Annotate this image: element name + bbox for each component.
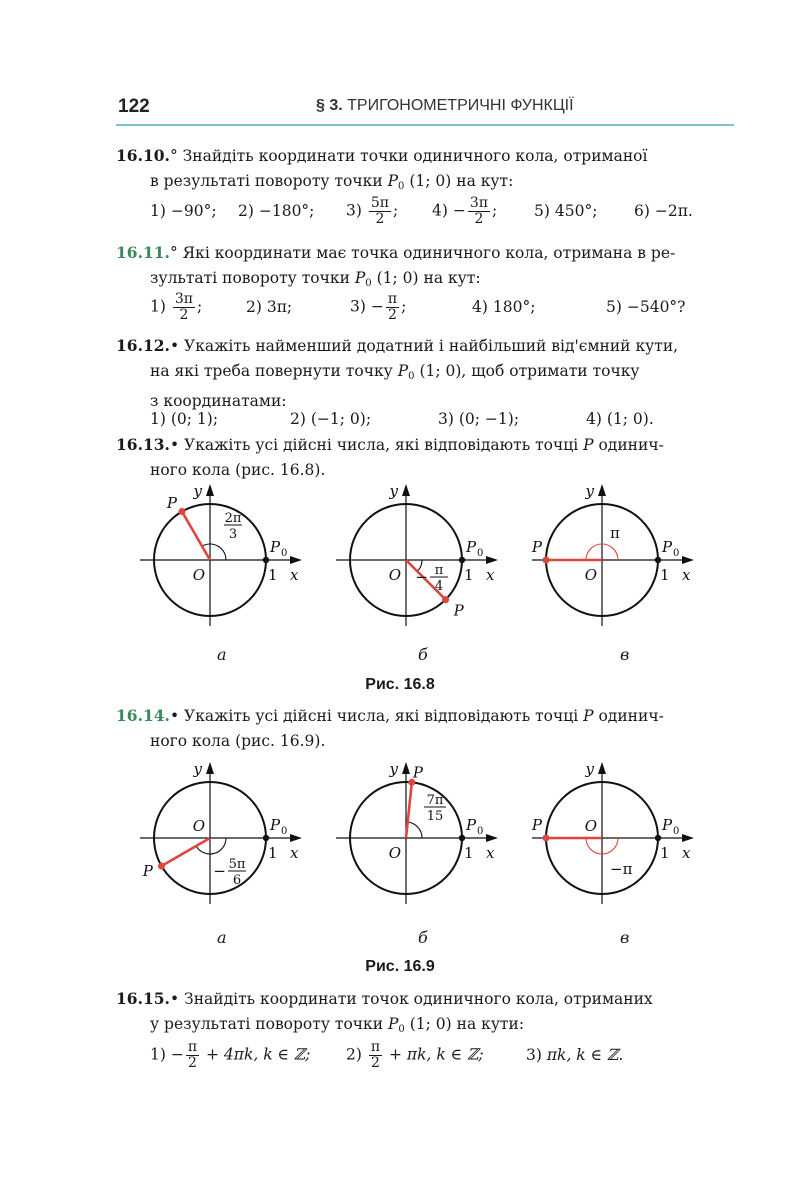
option bbox=[350, 292, 406, 323]
axis-y-label: y bbox=[585, 760, 594, 778]
options-16-10 bbox=[150, 196, 750, 236]
problem-text: (1; 0), щоб отримати точку bbox=[419, 362, 640, 380]
point-p bbox=[442, 596, 449, 603]
problem-line: ного кола (рис. 16.9). bbox=[150, 732, 326, 750]
p0-subscript: 0 bbox=[673, 548, 680, 559]
radius-op bbox=[182, 512, 210, 560]
p0-subscript: 0 bbox=[477, 826, 484, 837]
problem-text: Знайдіть координати точок одиничного кола, отриманих bbox=[184, 990, 653, 1008]
axis-y-label: y bbox=[585, 482, 594, 500]
axis-x-label: x bbox=[290, 844, 299, 862]
option-value: 180°; bbox=[492, 298, 536, 316]
option-value: −2π. bbox=[654, 202, 693, 220]
p-label: P bbox=[166, 493, 177, 512]
option-label: 2) bbox=[238, 202, 254, 220]
option-suffix: ; bbox=[392, 201, 399, 220]
p0-label: P bbox=[270, 538, 281, 556]
unit-label: 1 bbox=[268, 844, 278, 862]
point-subscript: 0 bbox=[365, 278, 372, 289]
difficulty-marker: • bbox=[169, 337, 180, 355]
option bbox=[438, 408, 519, 430]
problem-text: Укажіть усі дійсні числа, які відповідають точці bbox=[184, 436, 579, 454]
option-label: 5) bbox=[534, 202, 550, 220]
x-axis-arrow-icon bbox=[290, 556, 302, 564]
point-p bbox=[543, 557, 550, 564]
denominator: 2 bbox=[474, 211, 484, 227]
problem-text: у результаті повороту точки bbox=[150, 1015, 384, 1033]
p-label: P bbox=[142, 862, 153, 880]
y-axis-arrow-icon bbox=[598, 762, 606, 774]
option-value: −90°; bbox=[170, 202, 217, 220]
option-label: 3) bbox=[526, 1046, 542, 1064]
panel-label: в bbox=[620, 928, 630, 947]
x-axis-arrow-icon bbox=[682, 556, 694, 564]
problem-text: одинич- bbox=[598, 436, 664, 454]
p-label: P bbox=[531, 538, 542, 556]
option-value: (0; −1); bbox=[458, 410, 520, 428]
origin-label: O bbox=[192, 566, 205, 584]
origin-label: O bbox=[584, 566, 597, 584]
option-label: 2) bbox=[246, 298, 262, 316]
axis-x-label: x bbox=[290, 566, 299, 584]
option bbox=[472, 296, 535, 318]
unit-label: 1 bbox=[268, 566, 278, 584]
numerator: 5π bbox=[370, 195, 389, 211]
problem-text: Які координати має точка одиничного кола, отримана в ре- bbox=[182, 244, 676, 262]
angle-denominator: 15 bbox=[426, 809, 444, 824]
angle-label: −π bbox=[610, 860, 633, 878]
unit-circle-figure bbox=[326, 482, 516, 636]
problem-16-15 bbox=[116, 986, 736, 1042]
angle-numerator: 7π bbox=[426, 793, 444, 808]
section-mark: § 3. bbox=[316, 97, 343, 114]
problem-line bbox=[116, 986, 736, 1012]
section-title: ТРИГОНОМЕТРИЧНІ ФУНКЦІЇ bbox=[347, 97, 574, 114]
denominator: 2 bbox=[371, 1055, 380, 1071]
x-axis-arrow-icon bbox=[290, 834, 302, 842]
option-value: 3π; bbox=[266, 298, 293, 316]
fraction bbox=[468, 196, 490, 227]
p0-label: P bbox=[662, 538, 673, 556]
option-sign: − bbox=[452, 201, 466, 220]
point-subscript: 0 bbox=[398, 1024, 405, 1035]
option bbox=[150, 200, 217, 222]
p0-subscript: 0 bbox=[281, 826, 288, 837]
option-label: 3) bbox=[346, 201, 362, 220]
option-suffix: + 4πk, k ∈ ℤ; bbox=[206, 1045, 311, 1064]
unit-circle-figure bbox=[522, 760, 712, 914]
problem-number: 16.10. bbox=[116, 146, 170, 165]
option-suffix: ; bbox=[491, 201, 498, 220]
option-suffix: ; bbox=[401, 297, 407, 316]
axis-x-label: x bbox=[486, 566, 495, 584]
axis-x-label: x bbox=[486, 844, 495, 862]
panel-label: а bbox=[217, 928, 227, 947]
options-16-15 bbox=[150, 1040, 750, 1080]
axis-x-label: x bbox=[682, 844, 691, 862]
figure-caption: Рис. 16.9 bbox=[365, 958, 435, 975]
problem-text: одинич- bbox=[598, 707, 664, 725]
numerator: 3π bbox=[174, 291, 193, 307]
difficulty-marker: • bbox=[169, 436, 180, 454]
option-label: 3) bbox=[350, 297, 366, 316]
point-p0 bbox=[263, 835, 269, 841]
x-axis-arrow-icon bbox=[486, 556, 498, 564]
option bbox=[606, 296, 686, 318]
problem-line bbox=[116, 432, 736, 458]
radius-op bbox=[406, 782, 412, 838]
option-value: −180°; bbox=[258, 202, 315, 220]
option bbox=[290, 408, 371, 430]
p0-subscript: 0 bbox=[673, 826, 680, 837]
option-sign: − bbox=[170, 1045, 184, 1064]
option-label: 2) bbox=[290, 410, 306, 428]
point-label: P bbox=[387, 172, 399, 190]
difficulty-marker: ° bbox=[169, 244, 178, 262]
unit-circle-figure bbox=[130, 482, 320, 636]
problem-text: (1; 0) на кут: bbox=[409, 172, 514, 190]
problem-line: ного кола (рис. 16.8). bbox=[150, 461, 326, 479]
angle-fraction-label bbox=[424, 793, 446, 824]
denominator: 2 bbox=[188, 1055, 197, 1071]
problem-number: 16.14. bbox=[116, 706, 170, 725]
axis-y-label: y bbox=[389, 482, 398, 500]
p-label: P bbox=[412, 763, 423, 782]
problem-text: Укажіть усі дійсні числа, які відповідають точці bbox=[184, 707, 579, 725]
difficulty-marker: • bbox=[169, 707, 180, 725]
angle-fraction-label bbox=[213, 857, 246, 888]
difficulty-marker: • bbox=[169, 990, 180, 1008]
unit-circle-figure bbox=[522, 482, 712, 636]
options-16-11 bbox=[150, 292, 750, 332]
option-label: 5) bbox=[606, 298, 622, 316]
page-header bbox=[116, 92, 734, 126]
fraction bbox=[173, 292, 195, 323]
option-value: (1; 0). bbox=[606, 410, 654, 428]
angle-sign: − bbox=[213, 862, 226, 880]
angle-denominator: 3 bbox=[228, 527, 238, 542]
origin-label: O bbox=[192, 817, 205, 835]
problem-number: 16.11. bbox=[116, 243, 170, 262]
problem-line bbox=[116, 143, 736, 169]
difficulty-marker: ° bbox=[169, 147, 178, 165]
numerator: π bbox=[187, 1039, 198, 1055]
p0-label: P bbox=[270, 816, 281, 834]
y-axis-arrow-icon bbox=[402, 484, 410, 496]
problem-number: 16.15. bbox=[116, 989, 170, 1008]
y-axis-arrow-icon bbox=[206, 762, 214, 774]
option-value: −540°? bbox=[626, 298, 686, 316]
fraction bbox=[369, 196, 391, 227]
origin-label: O bbox=[584, 817, 597, 835]
problem-text: зультаті повороту точки bbox=[150, 269, 350, 287]
option-suffix: ; bbox=[196, 297, 203, 316]
p0-label: P bbox=[662, 816, 673, 834]
running-title bbox=[316, 97, 574, 115]
p0-subscript: 0 bbox=[477, 548, 484, 559]
unit-circle-figure bbox=[130, 760, 320, 914]
unit-label: 1 bbox=[464, 566, 474, 584]
option-label: 1) bbox=[150, 410, 166, 428]
origin-label: O bbox=[388, 566, 401, 584]
option bbox=[238, 200, 314, 222]
point-p bbox=[179, 508, 186, 515]
angle-denominator: 6 bbox=[232, 873, 242, 888]
y-axis-arrow-icon bbox=[402, 762, 410, 774]
point-subscript: 0 bbox=[408, 371, 415, 382]
angle-fraction-label bbox=[415, 563, 448, 594]
angle-fraction-label bbox=[224, 511, 242, 542]
unit-label: 1 bbox=[660, 566, 670, 584]
axis-y-label: y bbox=[193, 760, 202, 778]
option-label: 1) bbox=[150, 297, 166, 316]
point-p0 bbox=[655, 835, 661, 841]
numerator: π bbox=[387, 291, 398, 307]
unit-circle-figure bbox=[326, 760, 516, 914]
problem-text: (1; 0) на кути: bbox=[409, 1015, 525, 1033]
p0-label: P bbox=[466, 816, 477, 834]
problem-text: (1; 0) на кут: bbox=[376, 269, 481, 287]
panel-label: б bbox=[418, 645, 428, 664]
denominator: 2 bbox=[375, 211, 385, 227]
option-label: 1) bbox=[150, 202, 166, 220]
p0-label: P bbox=[466, 538, 477, 556]
angle-denominator: 4 bbox=[434, 579, 444, 594]
p-label: P bbox=[531, 816, 542, 834]
option-value: πk, k ∈ ℤ. bbox=[546, 1046, 624, 1064]
option bbox=[150, 1040, 310, 1071]
option bbox=[586, 408, 654, 430]
point-label: P bbox=[583, 707, 594, 725]
angle-sign: − bbox=[415, 568, 428, 586]
panel-label: б bbox=[418, 928, 428, 947]
origin-label: O bbox=[388, 844, 401, 862]
point-p bbox=[158, 863, 165, 870]
option-label: 1) bbox=[150, 1045, 166, 1064]
denominator: 2 bbox=[388, 307, 397, 323]
problem-line bbox=[116, 240, 736, 266]
problem-line bbox=[116, 333, 736, 359]
option bbox=[150, 408, 218, 430]
problem-line bbox=[116, 703, 736, 729]
option-value: (−1; 0); bbox=[310, 410, 372, 428]
problem-text: Укажіть найменший додатний і найбільший від'ємний кути, bbox=[184, 337, 679, 355]
x-axis-arrow-icon bbox=[486, 834, 498, 842]
point-p0 bbox=[459, 557, 465, 563]
angle-numerator: π bbox=[434, 563, 444, 578]
page-number: 122 bbox=[118, 96, 150, 117]
problem-16-14 bbox=[116, 703, 736, 754]
option bbox=[534, 200, 597, 222]
problem-number: 16.13. bbox=[116, 435, 170, 454]
option-label: 4) bbox=[472, 298, 488, 316]
problem-16-11 bbox=[116, 240, 736, 296]
option bbox=[346, 1040, 484, 1071]
option-label: 4) bbox=[432, 201, 448, 220]
problem-line bbox=[116, 359, 736, 389]
point-p bbox=[543, 835, 550, 842]
unit-label: 1 bbox=[660, 844, 670, 862]
point-p0 bbox=[459, 835, 465, 841]
angle-numerator: 2π bbox=[224, 511, 242, 526]
point-p0 bbox=[655, 557, 661, 563]
point-p0 bbox=[263, 557, 269, 563]
option bbox=[526, 1044, 623, 1066]
point-label: P bbox=[387, 1015, 399, 1033]
problem-16-12 bbox=[116, 333, 736, 414]
problem-line bbox=[116, 169, 736, 199]
numerator: π bbox=[370, 1039, 381, 1055]
point-label: P bbox=[354, 269, 366, 287]
option-sign: − bbox=[370, 297, 384, 316]
option bbox=[634, 200, 693, 222]
point-label: P bbox=[583, 436, 594, 454]
x-axis-arrow-icon bbox=[682, 834, 694, 842]
figure-caption: Рис. 16.8 bbox=[365, 676, 435, 693]
angle-arc bbox=[196, 838, 226, 854]
problem-16-10 bbox=[116, 143, 736, 199]
option-value: 450°; bbox=[554, 202, 598, 220]
fraction bbox=[386, 292, 399, 323]
point-label: P bbox=[397, 362, 409, 380]
fraction bbox=[369, 1040, 382, 1071]
fraction bbox=[186, 1040, 199, 1071]
denominator: 2 bbox=[179, 307, 189, 323]
numerator: 3π bbox=[469, 195, 488, 211]
p0-subscript: 0 bbox=[281, 548, 288, 559]
option bbox=[246, 296, 292, 318]
option-label: 4) bbox=[586, 410, 602, 428]
problem-16-13 bbox=[116, 432, 736, 483]
axis-x-label: x bbox=[682, 566, 691, 584]
option-label: 2) bbox=[346, 1045, 362, 1064]
problem-line: з координатами: bbox=[150, 392, 287, 410]
angle-numerator: 5π bbox=[228, 857, 246, 872]
option-label: 3) bbox=[438, 410, 454, 428]
axis-y-label: y bbox=[389, 760, 398, 778]
problem-number: 16.12. bbox=[116, 336, 170, 355]
unit-label: 1 bbox=[464, 844, 474, 862]
problem-text: Знайдіть координати точки одиничного кола, отриманої bbox=[182, 147, 648, 165]
option bbox=[346, 196, 398, 227]
y-axis-arrow-icon bbox=[206, 484, 214, 496]
angle-label: π bbox=[610, 524, 620, 542]
p-label: P bbox=[453, 601, 464, 620]
option bbox=[432, 196, 497, 227]
panel-label: в bbox=[620, 645, 630, 664]
point-subscript: 0 bbox=[398, 181, 405, 192]
option-suffix: + πk, k ∈ ℤ; bbox=[389, 1045, 484, 1064]
problem-line bbox=[116, 1012, 736, 1042]
option-label: 6) bbox=[634, 202, 650, 220]
option-value: (0; 1); bbox=[170, 410, 219, 428]
problem-text: на які треба повернути точку bbox=[150, 362, 393, 380]
panel-label: а bbox=[217, 645, 227, 664]
angle-arc bbox=[408, 822, 422, 838]
problem-text: в результаті повороту точки bbox=[150, 172, 383, 190]
y-axis-arrow-icon bbox=[598, 484, 606, 496]
option bbox=[150, 292, 202, 323]
axis-y-label: y bbox=[193, 482, 202, 500]
